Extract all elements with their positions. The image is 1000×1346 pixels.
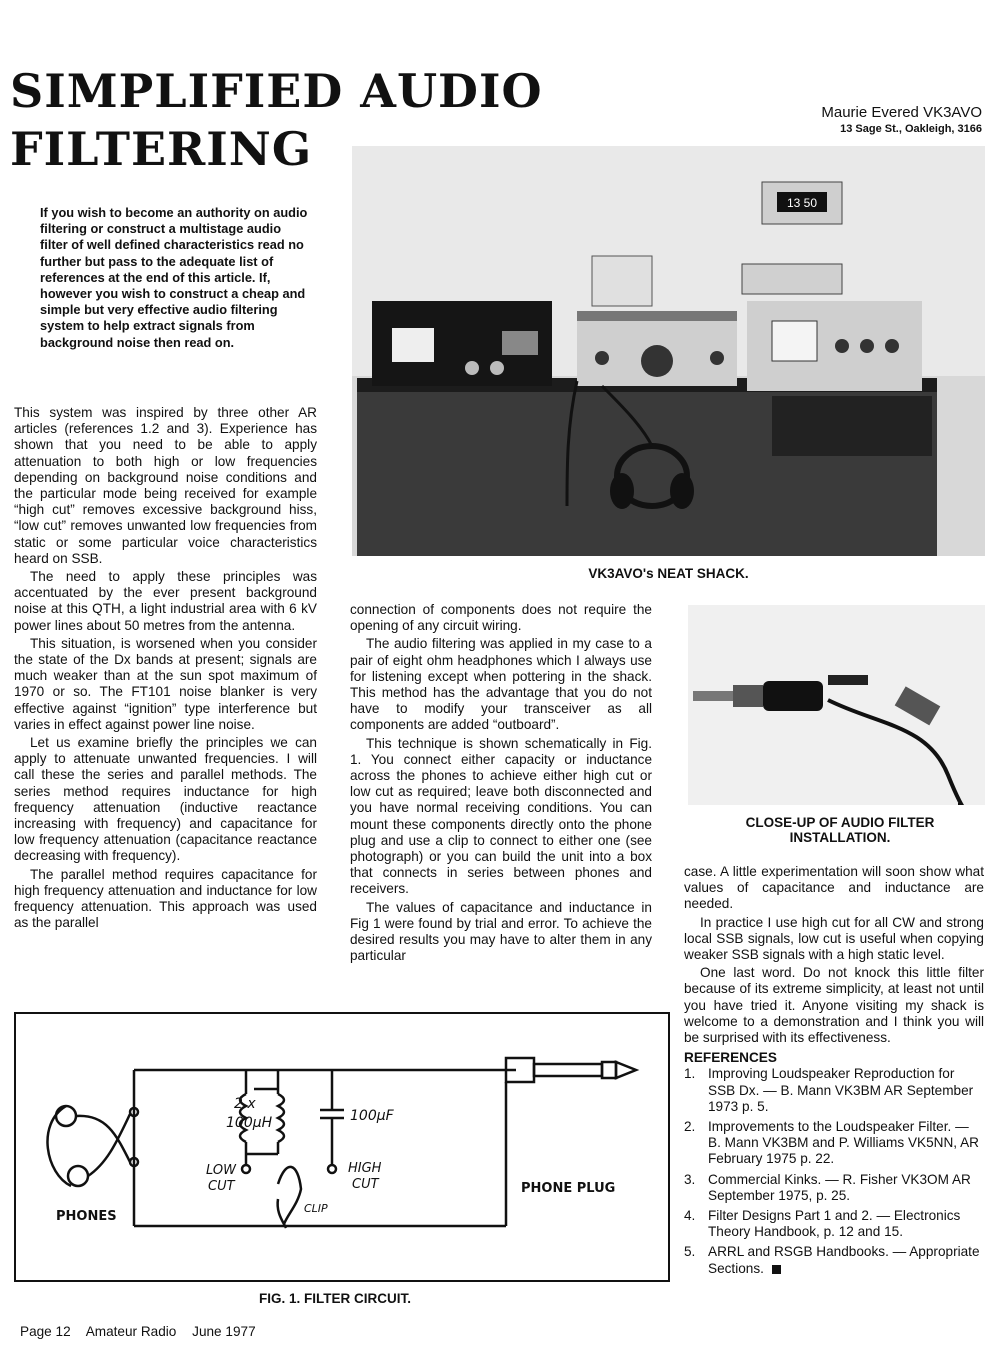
filter-closeup-photo bbox=[688, 605, 985, 805]
reference-item: 2. Improvements to the Loudspeaker Filter. — B. Mann VK3BM and P. Williams VK5NN, AR February 1975 p. 22. bbox=[684, 1119, 979, 1167]
shack-photo bbox=[352, 146, 985, 556]
reference-item: 5. ARRL and RSGB Handbooks. — Appropriate Sections. bbox=[684, 1244, 980, 1276]
paragraph: The need to apply these principles was accentuated by the ever present background noise at this QTH, a light industrial area with 6 kV power lines about 50 metres from the antenna. bbox=[14, 569, 317, 633]
low-cut-label-1: LOW bbox=[206, 1163, 236, 1178]
end-mark-icon bbox=[772, 1265, 781, 1274]
page-number: Page 12 bbox=[20, 1324, 71, 1339]
low-cut-label-2: CUT bbox=[208, 1179, 235, 1194]
clip-label: CLIP bbox=[304, 1202, 328, 1215]
phone-plug-label: PHONE PLUG bbox=[521, 1181, 616, 1196]
reference-item: 3. Commercial Kinks. — R. Fisher VK3OM AR September 1975, p. 25. bbox=[684, 1171, 971, 1203]
phones-label: PHONES bbox=[56, 1209, 117, 1224]
author-block bbox=[821, 104, 982, 138]
capacitor-value-label: 100µF bbox=[350, 1108, 394, 1124]
paragraph: This system was inspired by three other AR articles (references 1.2 and 3). Experience has shown that you need to be able to apply attenuation to both high or low frequencies depending on background noise conditions and the particular mode being received for example “high cut” removes excessive background hiss, “low cut” removes unwanted low frequencies from static or some particular voice characteristics heard on SSB. bbox=[14, 405, 317, 566]
paragraph: In practice I use high cut for all CW and strong local SSB signals, low cut is useful when copying weaker SSB signals with a high static level. bbox=[684, 914, 984, 963]
paragraph: One last word. Do not knock this little filter because of its extreme simplicity, at least not until you have tried it. Anyone visiting my shack is welcome to a demonstration and I think you will be surprised with its effectiveness. bbox=[684, 965, 984, 1046]
title-line-2: FILTERING bbox=[10, 122, 313, 176]
paragraph: This situation, is worsened when you consider the state of the Dx bands at present; signals are much weaker than at the sun spot maximum of 1970 or so. The FT101 noise blanker is very effective against “ignition” type interference but varies in effect against power line noise. bbox=[14, 635, 317, 732]
high-cut-label-1: HIGH bbox=[348, 1161, 382, 1176]
circuit-schematic bbox=[16, 1014, 668, 1280]
closeup-photo-drawing bbox=[688, 605, 985, 805]
figure-caption: FIG. 1. FILTER CIRCUIT. bbox=[258, 1291, 411, 1306]
shack-photo-caption: VK3AVO's NEAT SHACK. bbox=[588, 566, 749, 581]
reference-item: 4. Filter Designs Part 1 and 2. — Electronics Theory Handbook, p. 12 and 15. bbox=[684, 1208, 961, 1240]
paragraph: case. A little experimentation will soon show what values of capacitance and inductance are needed. bbox=[684, 864, 984, 912]
issue-date: June 1977 bbox=[192, 1324, 256, 1339]
body-column-1 bbox=[14, 405, 317, 932]
paragraph: Let us examine briefly the principles we can apply to attenuate unwanted frequencies. I will call these the series and parallel methods. The series method requires inductance for high frequency attenuation (inductive reactance increasing with frequency) and capacitance for low frequency attenuation (capacitance reactance decreasing with frequency). bbox=[14, 735, 317, 864]
closeup-photo-caption: CLOSE-UP OF AUDIO FILTER INSTALLATION. bbox=[745, 815, 935, 845]
reference-item: 1. Improving Loudspeaker Reproduction for SSB Dx. — B. Mann VK3BM AR September 1973 p. 5. bbox=[684, 1066, 974, 1114]
paragraph: The audio filtering was applied in my case to a pair of eight ohm headphones which I always use for listening except when pottering in the shack. This method has the advantage that you do not have to modify your transceiver as all components are added “outboard”. bbox=[350, 636, 652, 733]
body-column-3 bbox=[684, 864, 984, 1281]
author-address: 13 Sage St., Oakleigh, 3166 bbox=[840, 123, 982, 135]
title-line-1: SIMPLIFIED AUDIO bbox=[10, 64, 543, 118]
shack-photo-drawing bbox=[352, 146, 985, 556]
inductor-value-label: 100µH bbox=[226, 1115, 273, 1131]
high-cut-label-2: CUT bbox=[352, 1177, 379, 1192]
references-heading: REFERENCES bbox=[684, 1050, 777, 1066]
page-footer bbox=[20, 1324, 268, 1339]
paragraph: The parallel method requires capacitance for high frequency attenuation and inductance for low frequency attenuation. This approach was used as the parallel bbox=[14, 866, 317, 931]
author-name: Maurie Evered VK3AVO bbox=[821, 104, 982, 121]
paragraph: connection of components does not require the opening of any circuit wiring. bbox=[350, 602, 652, 634]
filter-circuit-figure bbox=[14, 1012, 670, 1282]
paragraph: The values of capacitance and inductance in Fig 1 were found by trial and error. To achieve the desired results you may have to alter them in any particular bbox=[350, 899, 652, 964]
paragraph: This technique is shown schematically in Fig. 1. You connect either capacity or inductance across the phones to achieve either high cut or low cut as required; leave both disconnected and you have normal receiving conditions. You can mount these components directly onto the phone plug and use a clip to connect to either one (see photograph) or you can build the unit into a box that connects in series between phones and receivers. bbox=[350, 735, 652, 897]
intro-paragraph: If you wish to become an authority on audio filtering or construct a multistage audio filter of well defined characteristics read no further but pass to the adequate list of references at the end of this article. If, however you wish to construct a cheap and simple but very effective audio filtering system to help extract signals from background noise then read on. bbox=[40, 205, 308, 350]
clock-display: 13 50 bbox=[786, 196, 818, 210]
references-list bbox=[684, 1066, 984, 1276]
magazine-name: Amateur Radio bbox=[85, 1324, 177, 1339]
body-column-2 bbox=[350, 602, 652, 964]
inductor-count-label: 2 x bbox=[234, 1096, 256, 1112]
